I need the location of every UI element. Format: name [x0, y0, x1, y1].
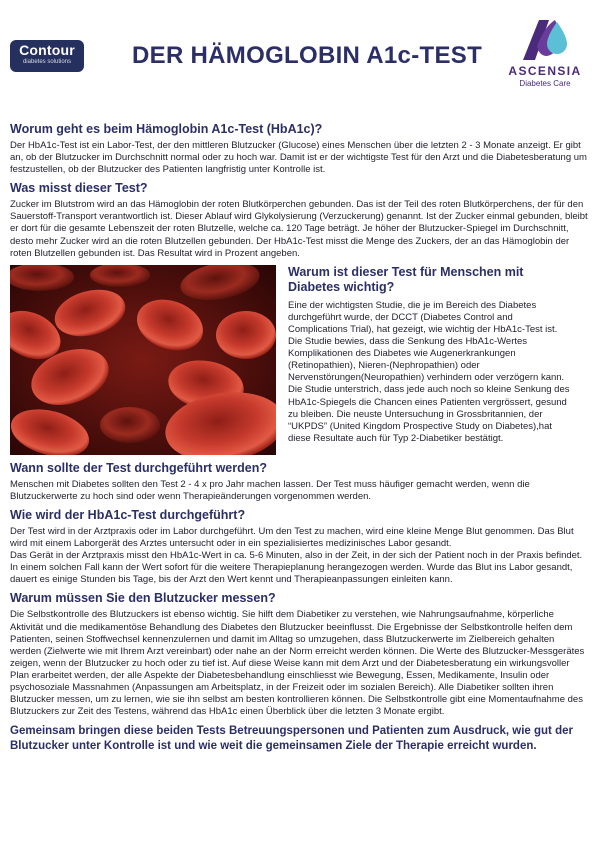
- section-how: [10, 508, 588, 586]
- ascensia-name: ASCENSIA: [508, 64, 582, 78]
- closing-statement: Gemeinsam bringen diese beiden Tests Betreuungspersonen und Patienten zum Ausdruck, wie gut der Blutzucker unter Kontrolle ist und wie weit die gemeinsamen Ziele der Therapie erreicht wurden.: [10, 725, 573, 753]
- section-text: Das Gerät in der Arztpraxis misst den HbA1c-Wert in ca. 5-6 Minuten, also in der Zeit, in der sich der Patient noch in der Praxis befindet. In einem solchen Fall kann der Wert sofort für die weitere Therapieplanung herangezogen werden. Wurde das Blut ins Labor gesandt, dauert es einige Stunden bis Tage, bis der Arzt den Wert kennt und Therapieanpassungen einleiten kann.: [10, 550, 583, 586]
- why-important-text: [288, 265, 574, 455]
- section-heading: Wie wird der HbA1c-Test durchgeführt?: [10, 507, 246, 522]
- ascensia-logo: [500, 16, 590, 98]
- ascensia-tagline: Diabetes Care: [519, 79, 571, 88]
- section-what-measures: [10, 181, 588, 259]
- section-text: Eine der wichtigsten Studie, die je im Bereich des Diabetes durchgeführt wurde, der DCCT (Diabetes Control and Complications Trial), hat gezeigt, wie wichtig der HbA1c-Test ist. Die Studie bewies, dass die Senkung des HbA1c-Wertes Komplikationen des Diabetes wie Augenerkrankungen (Retinopathien), Nieren-(Nephropathien) oder Nervenstörungen(Neuropathien) verhindern oder verzögern kann. Die Studie unterstrich, dass jede auch noch so kleine Senkung des HbA1c-Spiegels die Chancen eines Patienten vergrössert, gesund zu bleiben. Die neuste Untersuchung in Grossbritannien, der “UKPDS” (United Kingdom Prospective Study on Diabetes),hat diese Resultate auch für Typ 2-Diabetiker bestätigt.: [288, 299, 570, 444]
- section-text: Der HbA1c-Test ist ein Labor-Test, der den mittleren Blutzucker (Glucose) eines Menschen über die letzten 2 - 3 Monate anzeigt. Er gibt an, ob der Blutzucker im Durchschnitt normal oder zu hoch war. Damit ist er der wichtigste Test für den Arzt und die Diabetesberatung um festzustellen, ob der Blutzucker des Patienten langfristig unter Kontrolle ist.: [10, 140, 587, 176]
- section-why-important: [10, 265, 588, 455]
- section-text: Die Selbstkontrolle des Blutzuckers ist ebenso wichtig. Sie hilft dem Diabetiker zu verstehen, wie Nahrungsaufnahme, körperliche Aktivität und die medikamentöse Behandlung des Diabetes den Blutzucker beeinflusst. Die Ergebnisse der Selbstkontrolle helfen dem Patienten, seinen Stoffwechsel kennenzulernen und damit im Alltag so umzugehen, dass Blutzuckerwerte im Zielbereich gehalten werden (Zielwerte wie mit Ihrem Arzt vereinbart) oder nahe an der Norm erreicht werden können. Die Werte des Blutzucker-Messgerätes zeigen, wenn der Blutzucker zu hoch oder zu tief ist. Auf diese Weise kann mit dem Arzt und der Diabetesberatung ein wirkungsvoller Plan erarbeitet werden, der alle Aspekte der Diabetesbehandlung einschliesst wie Bewegung, Essen, Medikamente, Insulin oder psychosoziale Massnahmen (Anpassungen am Arbeitsplatz, in der Freizeit oder im sozialen Bereich). Alle Diabetiker sollten ihren Blutzucker messen, um zu lernen, wie sie ihn selbst am besten kontrollieren können. Die Selbstkontrolle gibt eine Momentaufnahme des Blutzuckers zur Zeit des Testens, während das HbA1c einen Überblick über die letzten 3 Monate ergibt.: [10, 609, 585, 718]
- contour-sub: diabetes solutions: [22, 59, 72, 65]
- section-text: Menschen mit Diabetes sollten den Test 2 - 4 x pro Jahr machen lassen. Der Test muss häufiger gemacht werden, wenn die Blutzuckerwerte zu hoch sind oder wenn Therapieänderungen vorgenommen werden.: [10, 478, 530, 502]
- section-text: Der Test wird in der Arztpraxis oder im Labor durchgeführt. Um den Test zu machen, wird eine kleine Menge Blut genommen. Das Blut wird mit einem Laborgerät des Arztes untersucht oder in ein spezialisiertes medizinisches Labor gesandt.: [10, 525, 574, 550]
- document-body: [10, 122, 588, 754]
- contour-logo: [10, 40, 84, 72]
- section-heading: Wann sollte der Test durchgeführt werden?: [10, 460, 267, 475]
- section-why-measure: [10, 591, 588, 718]
- ascensia-mark-icon: [515, 16, 575, 62]
- section-heading: Worum geht es beim Hämoglobin A1c-Test (HbA1c)?: [10, 122, 323, 136]
- section-when: [10, 461, 588, 503]
- contour-brand: Contour: [19, 42, 75, 58]
- red-blood-cells-image: [10, 265, 276, 455]
- section-heading: Warum ist dieser Test für Menschen mit Diabetes wichtig?: [288, 264, 524, 294]
- section-what-is: [10, 122, 588, 176]
- section-text: Zucker im Blutstrom wird an das Hämoglobin der roten Blutkörperchen gebunden. Das ist der Teil des roten Blutkörperchens, der für den Sauerstoff-Transport verantwortlich ist. Dieser Ablauf wird Glykolysierung (Verzuckerung) genannt. Ist der Zucker einmal gebunden, bleibt er dort für die gesamte Lebenszeit der roten Blutzelle, welche ca. 120 Tage beträgt. Je höher der Blutzucker-Spiegel im Durchschnitt, desto mehr Zucker wird an die roten Blutzellen gebunden. Der HbA1c-Test misst die Menge des Zuckers, der an das Hämoglobin der roten Blutzellen gebunden ist. Das Resultat wird in Prozent angeben.: [10, 199, 588, 259]
- section-heading: Was misst dieser Test?: [10, 181, 148, 196]
- section-heading: Warum müssen Sie den Blutzucker messen?: [10, 591, 276, 606]
- page-header: [0, 0, 600, 108]
- page-title: DER HÄMOGLOBIN A1c-TEST: [132, 42, 483, 69]
